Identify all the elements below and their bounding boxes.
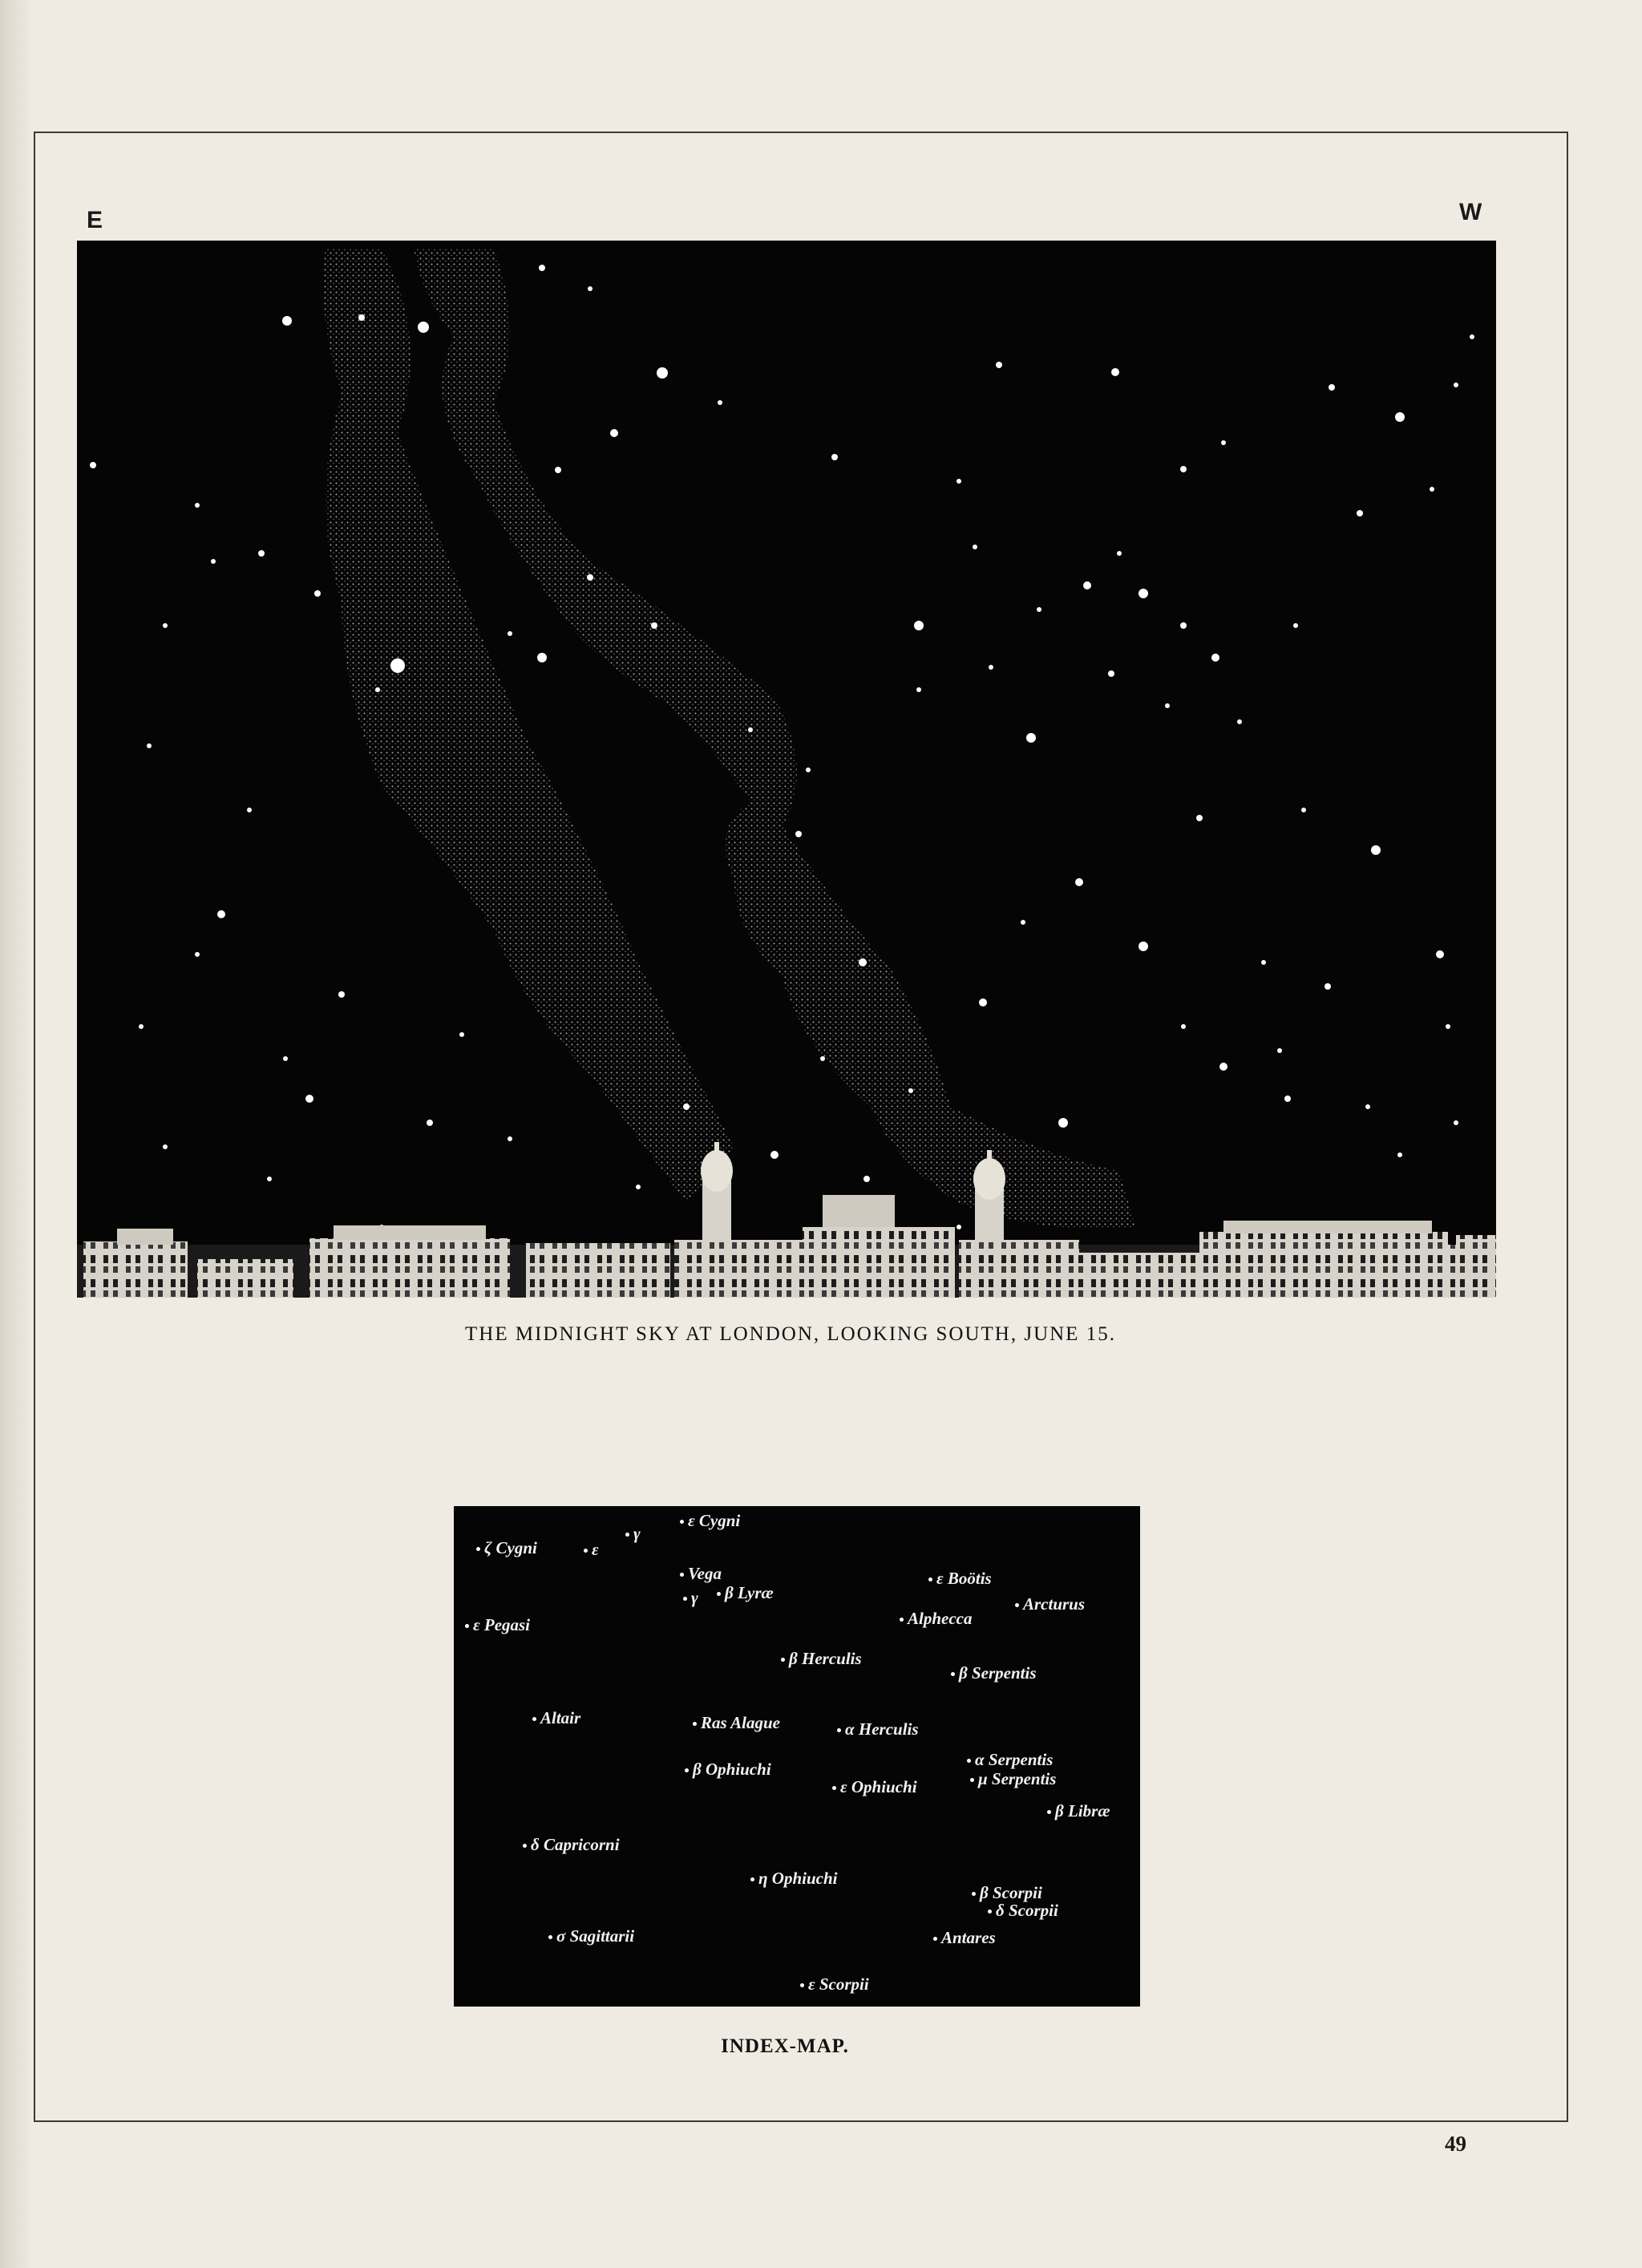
- index-label: Altair: [540, 1708, 581, 1727]
- index-label: Antares: [941, 1928, 996, 1947]
- index-map: [454, 1506, 1140, 2007]
- index-label: σ Sagittarii: [556, 1926, 635, 1946]
- sky-illustration: [77, 241, 1496, 1298]
- index-label: δ Capricorni: [531, 1835, 620, 1854]
- index-label: η Ophiuchi: [758, 1869, 838, 1888]
- skyline-buildings: [77, 1142, 1496, 1298]
- index-label: ε Scorpii: [808, 1974, 869, 1994]
- index-label: β Libræ: [1055, 1801, 1110, 1820]
- index-label: ε Boötis: [936, 1569, 992, 1588]
- index-label: ε Ophiuchi: [840, 1777, 917, 1796]
- index-map-caption: INDEX-MAP.: [721, 2035, 849, 2057]
- index-label: α Herculis: [845, 1719, 919, 1739]
- index-label: β Scorpii: [980, 1883, 1042, 1902]
- index-label: β Serpentis: [959, 1663, 1037, 1683]
- index-label: μ Serpentis: [978, 1769, 1057, 1788]
- index-label: β Lyræ: [725, 1583, 774, 1602]
- midnight-sky-engraving: [77, 241, 1496, 1298]
- index-label: ε Pegasi: [473, 1615, 531, 1634]
- page-number: 49: [1445, 2132, 1466, 2156]
- index-label: ζ Cygni: [484, 1538, 537, 1557]
- index-label: β Herculis: [789, 1649, 862, 1668]
- index-label: ε: [592, 1540, 599, 1559]
- west-direction-label: W: [1459, 199, 1482, 225]
- index-label: α Serpentis: [975, 1750, 1054, 1769]
- index-label: γ: [633, 1524, 641, 1543]
- index-label: δ Scorpii: [996, 1901, 1058, 1920]
- page-gutter: [0, 0, 32, 2268]
- index-label: β Ophiuchi: [693, 1760, 771, 1779]
- index-label: Ras Alague: [701, 1713, 780, 1732]
- index-label: Alphecca: [908, 1609, 973, 1628]
- east-direction-label: E: [87, 207, 103, 233]
- index-label: Arcturus: [1023, 1594, 1086, 1614]
- index-label: Vega: [688, 1564, 722, 1583]
- index-label: γ: [691, 1588, 698, 1607]
- main-plate-caption: THE MIDNIGHT SKY AT LONDON, LOOKING SOUTH, JUNE 15.: [465, 1323, 1116, 1345]
- index-label: ε Cygni: [688, 1511, 741, 1530]
